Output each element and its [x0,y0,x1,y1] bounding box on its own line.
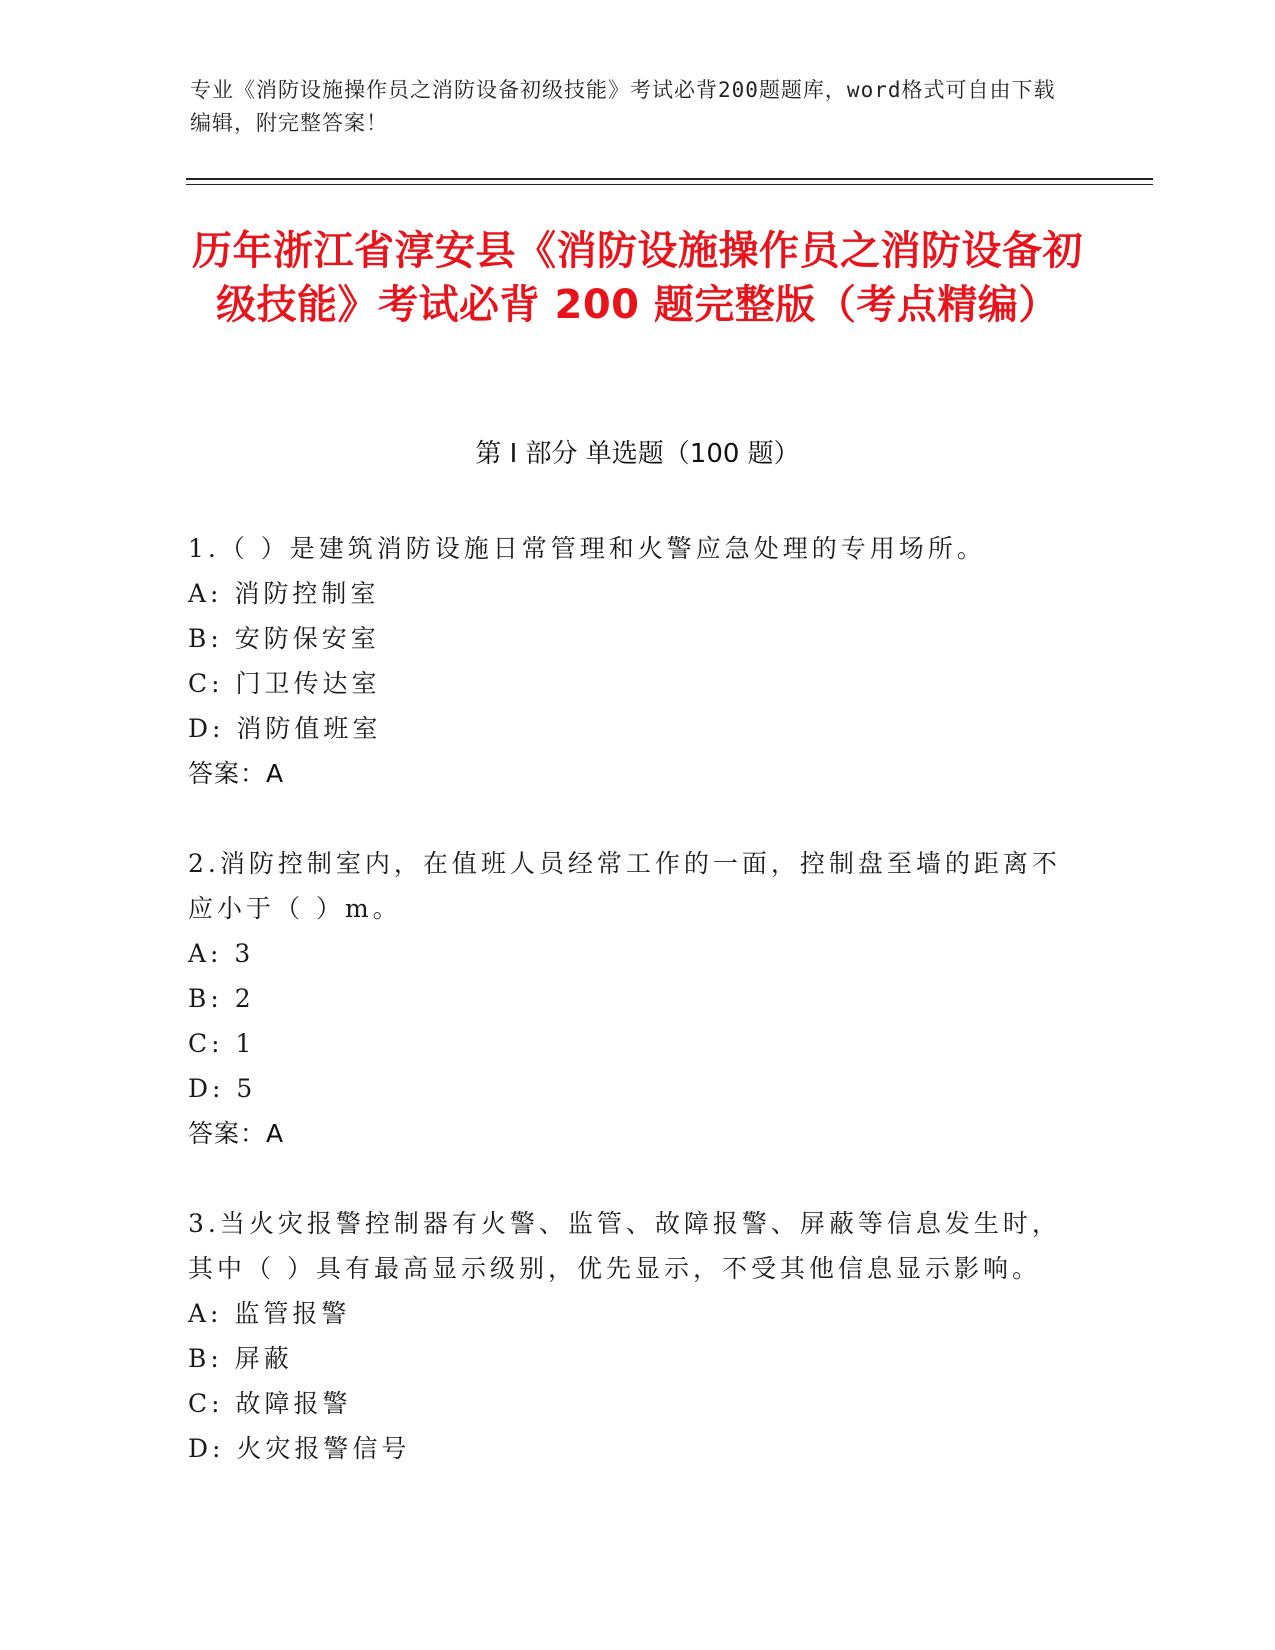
section-title: 第 I 部分 单选题（100 题） [475,439,800,469]
option-d: D: 消防值班室 [188,714,382,743]
question-stem: 2.消防控制室内，在值班人员经常工作的一面，控制盘至墙的距离不应小于（ ）m。 [188,849,1061,923]
option-d: D: 火灾报警信号 [188,1434,411,1463]
question-list [188,526,1068,1516]
option-d: D: 5 [188,1074,257,1103]
option-a: A: 消防控制室 [188,579,380,608]
header-divider-thick [186,178,1153,180]
question-stem: 3.当火灾报警控制器有火警、监管、故障报警、屏蔽等信息发生时，其中（ ）具有最高显示级别，优先显示，不受其他信息显示影响。 [188,1209,1061,1283]
option-b: B: 2 [188,984,255,1013]
option-b: B: 屏蔽 [188,1344,293,1373]
header-note: 专业《消防设施操作员之消防设备初级技能》考试必背200题题库，word格式可自由下载编辑，附完整答案！ [190,78,1056,135]
option-c: C: 故障报警 [188,1389,352,1418]
option-a: A: 3 [188,939,255,968]
question-stem: 1.（ ）是建筑消防设施日常管理和火警应急处理的专用场所。 [188,534,986,563]
answer: 答案：A [188,1119,285,1148]
question-2 [188,841,1068,1156]
option-c: C: 门卫传达室 [188,669,381,698]
question-1 [188,526,1068,796]
option-a: A: 监管报警 [188,1299,351,1328]
document-title: 历年浙江省淳安县《消防设施操作员之消防设备初级技能》考试必背 200 题完整版（考点精编） [192,228,1083,328]
answer: 答案：A [188,759,285,788]
question-3 [188,1201,1068,1471]
option-b: B: 安防保安室 [188,624,380,653]
option-c: C: 1 [188,1029,256,1058]
header-divider-thin [186,184,1153,185]
